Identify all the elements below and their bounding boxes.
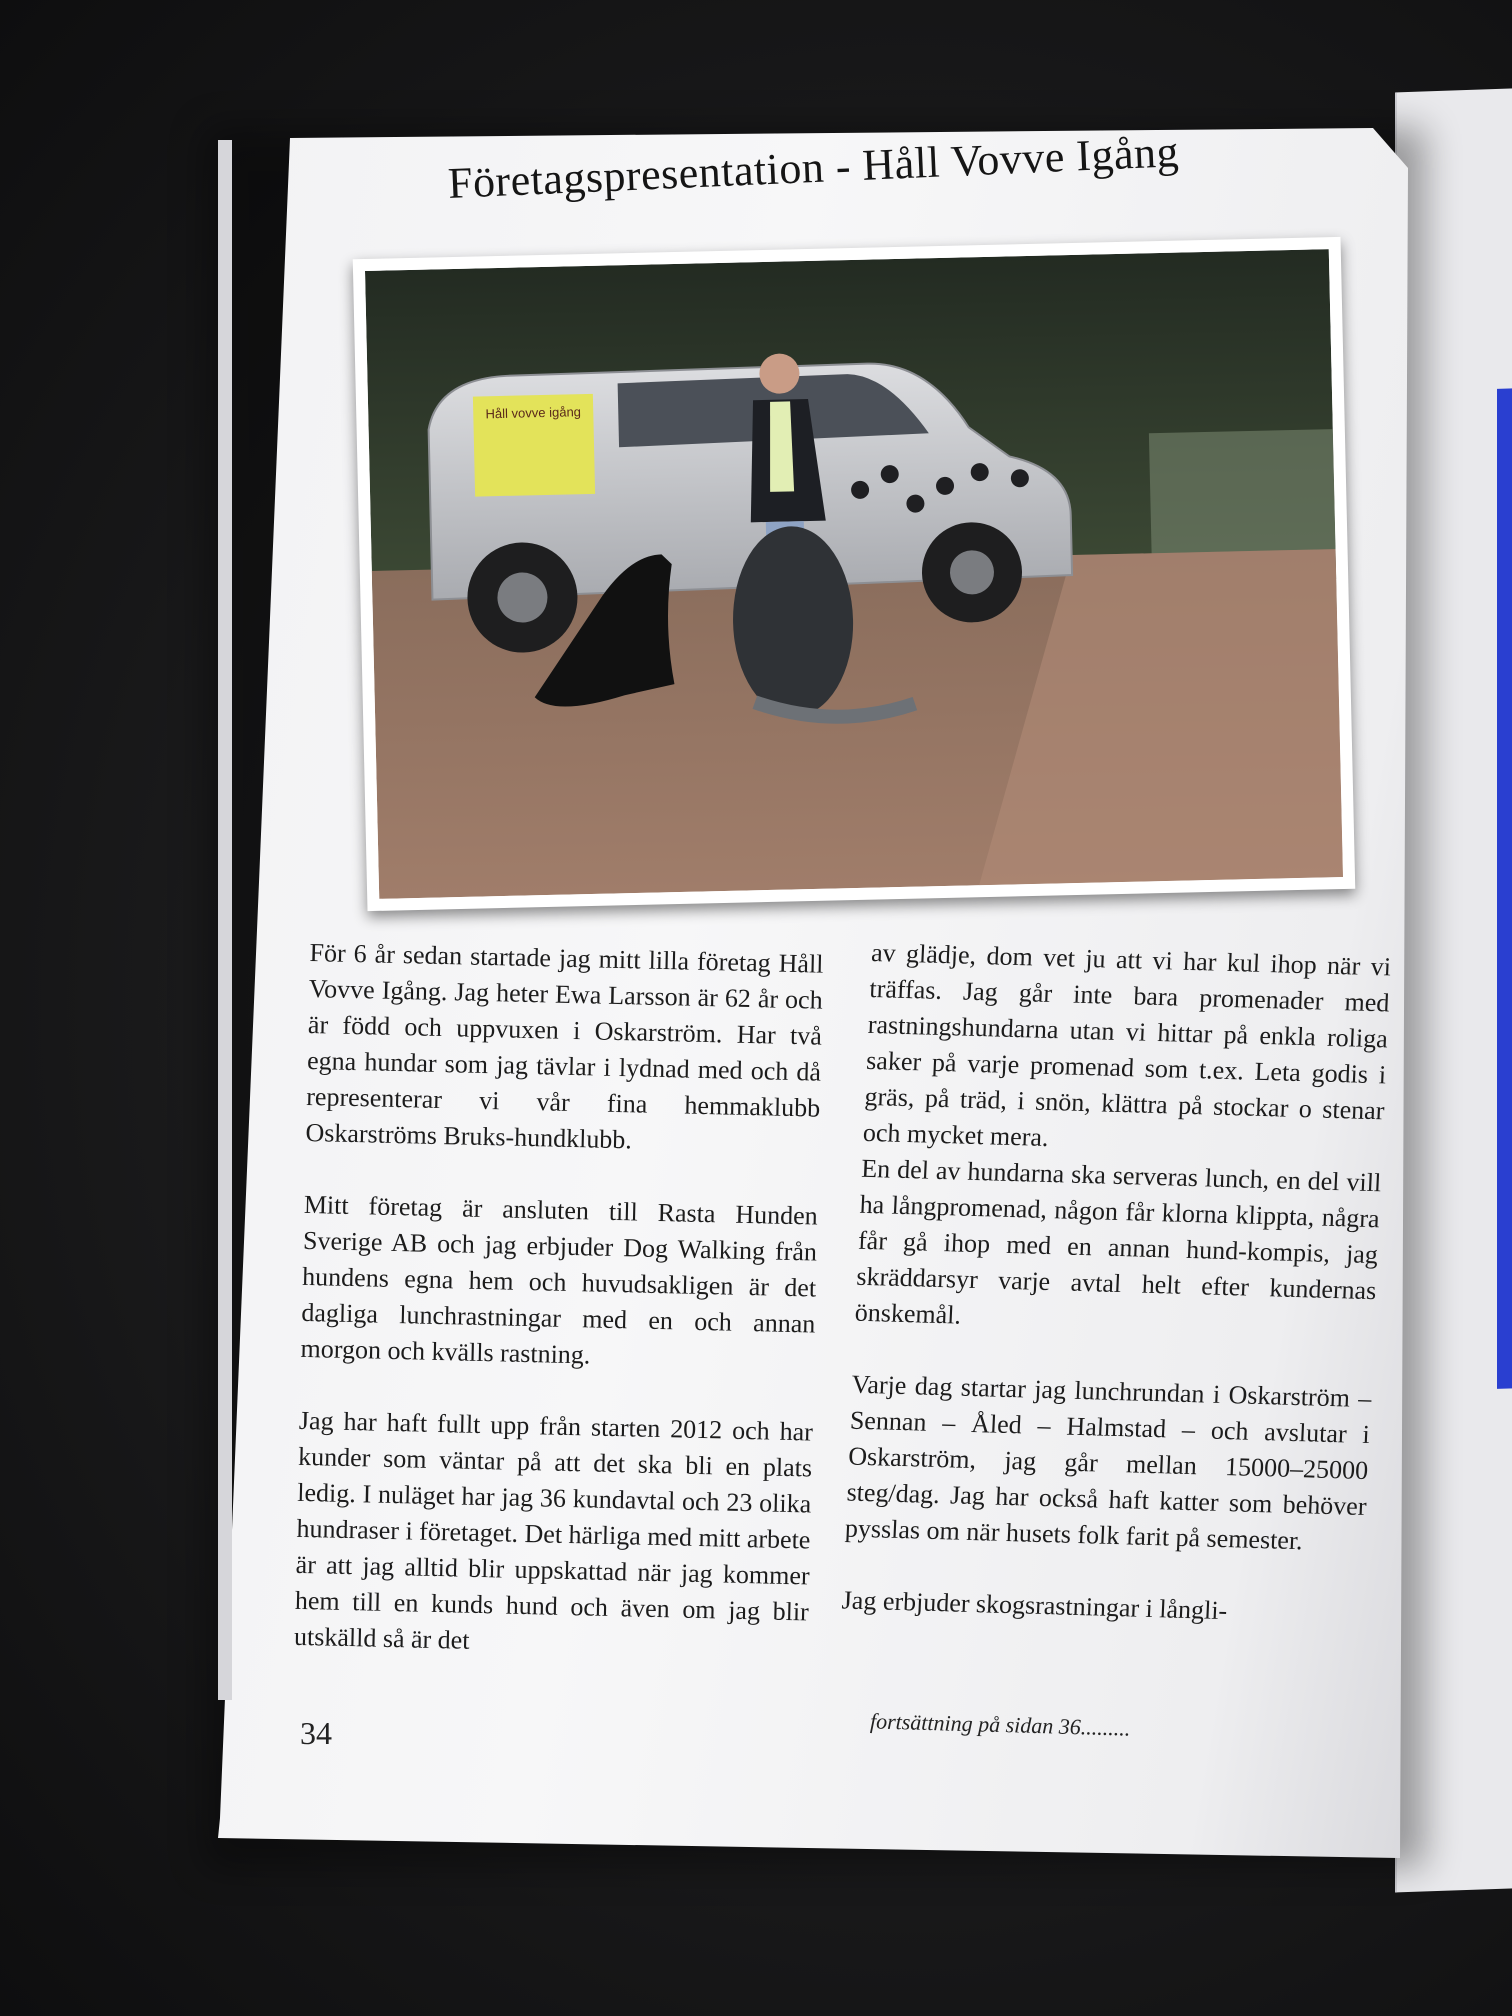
- van-sign-title: Håll vovve igång: [485, 404, 582, 422]
- article-right-column: [839, 935, 1391, 1669]
- right-paragraph-4: Jag erbjuder skogsrastningar i långli-: [841, 1585, 1228, 1626]
- right-paragraph-3: Varje dag startar jag lunchrundan i Oskarström – Sennan – Åled – Halmstad – och avslutar i Oskarström, jag går mellan 15000–25000 steg/dag. Jag har också haft katter som behöver pysslas om när husets folk farit på semester.: [844, 1369, 1373, 1556]
- right-paragraph-1: av glädje, dom vet ju att vi har kul ihop när vi träffas. Jag går inte bara promenader med rastningshundarna utan vi hittar på enkla roliga saker på varje promenad som t.ex. Leta godis i gräs, på träd, i snön, klättra på stockar o stenar och mycket mera.: [862, 937, 1392, 1152]
- page-binding-edge: [218, 140, 232, 1700]
- left-paragraph-2: Mitt företag är ansluten till Rasta Hunden Sverige AB och jag erbjuder Dog Walking från hundens egna hem och huvudsakligen är det dagliga lunchrastningar med en och annan morgon och kvälls rastning.: [300, 1189, 819, 1370]
- left-paragraph-1: För 6 år sedan startade jag mitt lilla företag Håll Vovve Igång. Jag heter Ewa Larsson är 62 år och är född och uppvuxen i Oskarström. Har två egna hundar som jag tävlar i lydnad med och då representerar vi vår fina hemmaklubb Oskarströms Bruks-hundklubb.: [305, 937, 824, 1155]
- article-photo-frame: [353, 237, 1356, 911]
- article-left-column: [293, 935, 824, 1702]
- article-title: Företagspresentation - Håll Vovve Igång: [446, 127, 1180, 208]
- right-paragraph-2: En del av hundarna ska serveras lunch, en del vill ha långpromenad, någon får klorna klippta, några får gå ihop med en annan hund-kompis, jag skräddarsyr varje avtal helt efter kundernas önskemål.: [854, 1153, 1382, 1330]
- next-page-blue-strip: [1497, 388, 1512, 1389]
- article-photo: [365, 249, 1343, 899]
- page-number: 34: [300, 1715, 332, 1751]
- continuation-note: fortsättning på sidan 36.........: [869, 1708, 1131, 1741]
- left-paragraph-3: Jag har haft fullt upp från starten 2012 och har kunder som väntar på att det ska bli en plats ledig. I nuläget har jag 36 kundavtal och 23 olika hundraser i företaget. Det härliga med mitt arbete är att jag alltid blir uppskattad när jag kommer hem till en kunds hund och även om jag blir utskälld så är det: [293, 1405, 814, 1655]
